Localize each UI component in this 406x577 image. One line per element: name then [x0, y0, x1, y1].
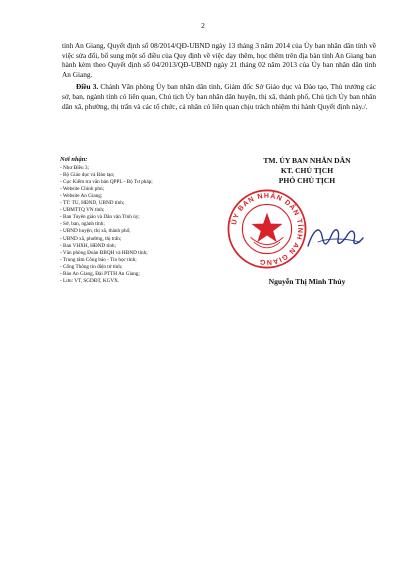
article-3-text: Chánh Văn phòng Ủy ban nhân dân tỉnh, Giám đốc Sở Giáo dục và Đào tạo, Thủ trưởng các sở, ban, ngành tỉnh có liên quan, Chủ tịch Ủy ban nhân dân huyện, thị xã, thành phố, Chủ tịch Ủy ban nhân dân xã, phường, thị trấn và các tổ chức, cá nhân có liên quan chịu trách nhiệm thi hành Quyết định này./.: [62, 82, 376, 111]
recipients-block: [60, 156, 230, 285]
recipient-item: - Cổng Thông tin điện tử tỉnh;: [60, 263, 123, 270]
recipient-item: - UBMTTQ VN tỉnh;: [60, 207, 105, 214]
signature-block: [232, 156, 382, 286]
recipient-item: - Sở, ban, ngành tỉnh;: [60, 221, 105, 228]
recipient-item: - Trung tâm Công báo - Tin học tỉnh;: [60, 256, 137, 263]
signer-name: Nguyễn Thị Minh Thúy: [268, 277, 346, 286]
recipient-item: - Website Chính phủ;: [60, 186, 105, 193]
signature-line-1: TM. ỦY BAN NHÂN DÂN: [263, 156, 351, 165]
article-3-label: Điều 3.: [76, 82, 99, 92]
recipient-item: - Văn phòng Đoàn ĐBQH và HĐND tỉnh;: [60, 249, 148, 256]
recipient-item: - Cục Kiểm tra văn bản QPPL - Bộ Tư pháp;: [60, 179, 153, 186]
seal-and-signature-area: [232, 186, 382, 271]
article-3: [62, 82, 376, 111]
recipient-item: - UBND xã, phường, thị trấn;: [60, 235, 122, 242]
recipient-item: - Bộ Giáo dục và Đào tạo;: [60, 172, 115, 179]
official-seal-icon: [226, 188, 308, 270]
recipient-item: - Ban Tuyên giáo và Dân vận Tỉnh ủy;: [60, 214, 140, 221]
recipient-item: - Như Điều 3;: [60, 165, 89, 172]
recipient-item: - Ban VHXH, HĐND tỉnh;: [60, 242, 116, 249]
recipients-list: [60, 165, 230, 285]
recipient-item: - Lưu: VT, SGDĐT, KGVX.: [60, 277, 120, 284]
page-number: 2: [201, 21, 205, 30]
svg-text:ỦY BAN NHÂN DÂN TỈNH AN GIANG: ỦY BAN NHÂN DÂN TỈNH AN GIANG: [231, 192, 304, 266]
signature-line-2: KT. CHỦ TỊCH: [280, 166, 334, 175]
signature-line-3: PHÓ CHỦ TỊCH: [278, 176, 336, 185]
recipients-title: Nơi nhận:: [60, 156, 88, 163]
recipient-item: - Báo An Giang, Đài PTTH An Giang;: [60, 270, 140, 277]
paragraph-1: tỉnh An Giang, Quyết định số 08/2014/QĐ-UBND ngày 13 tháng 3 năm 2014 của Ủy ban nhân dân tỉnh về việc sửa đổi, bổ sung một số điều của Quy định về việc dạy thêm, học thêm trên địa bàn tỉnh An Giang ban hành kèm theo Quyết định số 04/2013/QĐ-UBND ngày 21 tháng 02 năm 2013 của Ủy ban nhân dân tỉnh An Giang.: [62, 41, 376, 79]
handwritten-signature-icon: [304, 222, 366, 254]
recipient-item: - TT: TU, HĐND, UBND tỉnh;: [60, 200, 125, 207]
recipient-item: - Website An Giang;: [60, 193, 103, 200]
recipient-item: - UBND huyện, thị xã, thành phố;: [60, 228, 131, 235]
document-body: [62, 41, 376, 111]
